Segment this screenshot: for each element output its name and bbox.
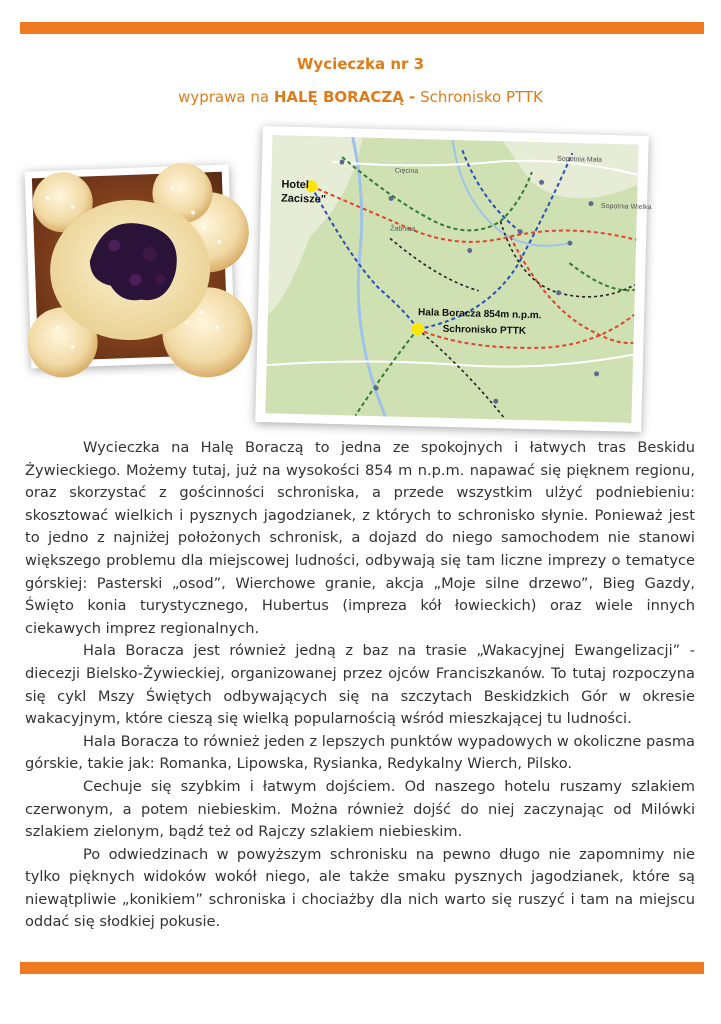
map-hotel-label-1: Hotel (281, 178, 310, 192)
map-place-zabnica: Żabnica (390, 225, 416, 234)
trail-map-image (265, 135, 652, 422)
paragraph-4: Cechuje się szybkim i łatwym dojściem. Od naszego hotelu ruszamy szlakiem czerwonym, a potem niebieskim. Można również dojść do niej zaczynając od Milówki szlakiem zielonym, bądź też od Rajczy szlakiem niebieskim. (25, 777, 695, 841)
paragraph-5: Po odwiedzinach w powyższym schronisku na pewno długo nie zapomnimy nie tylko pięknych widoków wokół niego, ale także smaku pysznych jagodzianek, które są niewątpliwie „konikiem” schroniska i chociażby dla nich warto się ruszyć i tam na miejscu oddać się słodkiej pokusie. (25, 845, 695, 931)
map-place-sopotnia-mala: Sopotnia Mała (557, 155, 603, 164)
subtitle-suffix: Schronisko PTTK (420, 88, 543, 106)
map-place-cieciina: Cięcina (394, 167, 419, 176)
article-body (25, 437, 695, 934)
subtitle-prefix: wyprawa na (178, 88, 270, 106)
map-schronisko-label: Schronisko PTTK (442, 323, 527, 337)
jagodzianki-image (32, 172, 228, 362)
paragraph-1: Wycieczka na Halę Boraczą to jedna ze spokojnych i łatwych tras Beskidu Żywieckiego. Możemy tutaj, już na wysokości 854 m n.p.m. napawać się pięknem regionu, oraz skorzystać z gościnności schroniska, a przede wszystkim ulżyć podniebieniu: skosztować wielkich i pysznych jagodzianek, z których to schronisko słynie. Ponieważ jest to jedno z najniżej położonych schronisk, a dojazd do niego samochodem nie stanowi większego problemu dla miejscowej ludności, odbywają się tam liczne imprezy o tematyce górskiej: Pasterski „osod”, Wierchowe granie, akcja „Moje silne drzewo”, Bieg Gazdy, Święto konia turystycznego, Hubertus (impreza kół łowieckich) oraz wiele innych ciekawych imprez regionalnych. (25, 439, 695, 637)
bottom-accent-bar (20, 962, 704, 974)
map-hala-label: Hala Boracza 854m n.p.m. (417, 307, 542, 322)
map-place-sopotnia-wielka: Sopotnia Wielka (600, 202, 652, 212)
paragraph-3: Hala Boracza to również jeden z lepszych punktów wypadowych w okoliczne pasma górskie, takie jak: Romanka, Lipowska, Rysianka, Redykalny Wierch, Pilsko. (25, 732, 695, 773)
map-hotel-label-2: Zacisze" (280, 192, 327, 206)
page-title: Wycieczka nr 3 (296, 55, 425, 73)
subtitle-bold: HALĘ BORACZĄ - (273, 88, 416, 106)
top-accent-bar (20, 22, 704, 34)
trail-map (255, 126, 652, 432)
paragraph-2: Hala Boracza jest również jedną z baz na trasie „Wakacyjnej Ewangelizacji” - diecezji Bielsko-Żywieckiej, organizowanej przez ojców Franciszkanów. To tutaj rozpoczyna się cykl Mszy Świętych odbywających się na szczytach Beskidzkich Gór w okresie wakacyjnym, które cieszą się wielką popularnością wśród mieszkającej tu ludności. (25, 642, 695, 728)
page-subtitle (0, 88, 721, 106)
jagodzianki-photo (25, 165, 236, 369)
